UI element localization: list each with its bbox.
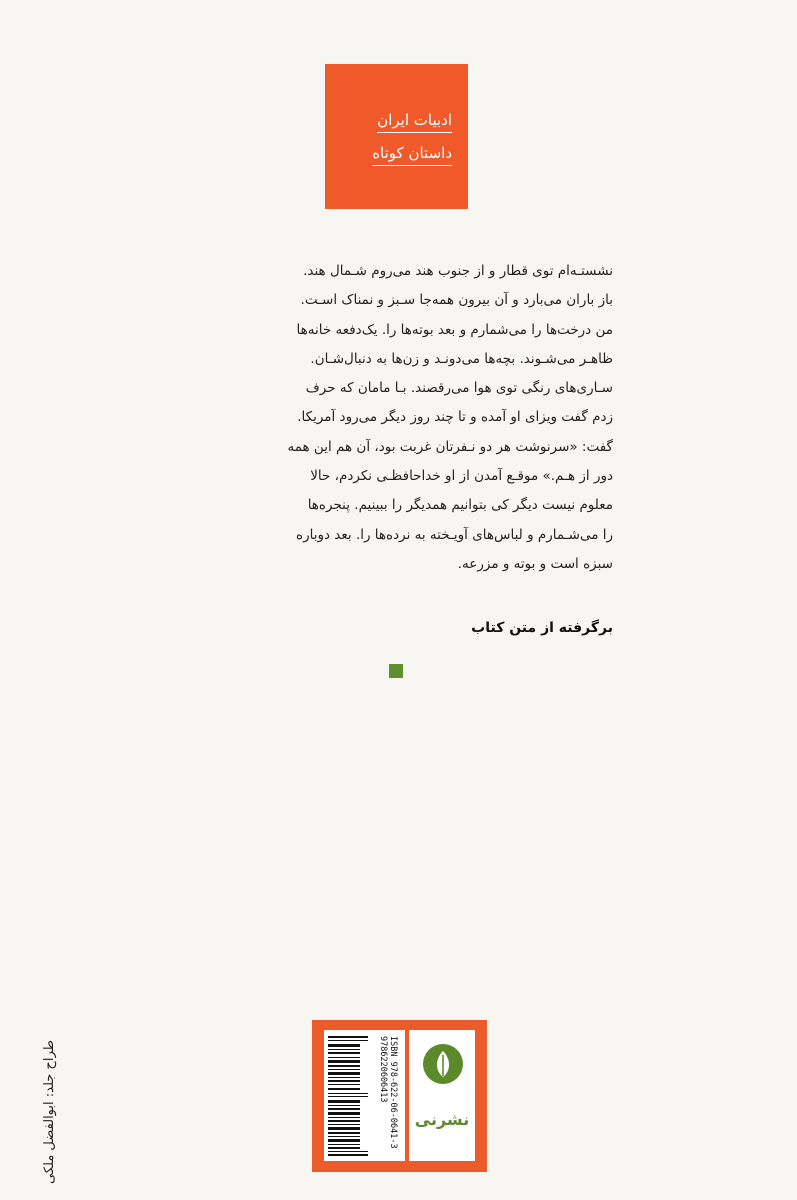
excerpt-line: ظاهـر می‌شـوند. بچه‌ها می‌دونـد و زن‌ها به دنبال‌شـان. — [310, 350, 613, 367]
series-title: ادبیات ایران — [377, 110, 452, 129]
leaf-icon — [423, 1044, 463, 1084]
excerpt-line: دور از هـم.» موقـع آمدن از او خداحافظـی نکردم، حالا — [310, 468, 613, 485]
barcode-area — [324, 1030, 405, 1161]
series-subtitle: داستان کوتاه — [372, 143, 452, 162]
barcode-icon — [328, 1034, 368, 1157]
isbn-label: ISBN 978-622-06-0641-3 — [388, 1036, 398, 1149]
excerpt-line: سبزه است و بوته و مزرعه. — [457, 555, 613, 572]
excerpt-line: گفت: «سرنوشت هر دو نـفرتان غربت بود، آن هم این همه — [287, 438, 613, 455]
decorative-square — [389, 664, 403, 678]
publisher-logo-area — [409, 1030, 475, 1161]
excerpt-line: معلوم نیست دیگر کی بتوانیم همدیگر را ببینیم. پنجره‌ها — [307, 497, 613, 514]
book-excerpt — [205, 257, 613, 579]
series-label-box — [325, 64, 468, 209]
excerpt-line: را می‌شـمارم و لباس‌های آویـخته به نرده‌ها را. بعد دوباره — [296, 526, 613, 543]
barcode-number: 9786220606413 — [378, 1036, 388, 1103]
excerpt-line: سـاری‌های رنگی توی هوا می‌رقصند. بـا مامان که حرف — [305, 380, 613, 397]
excerpt-line: باز باران می‌بارد و آن بیرون همه‌جا سـبز و نمناک اسـت. — [300, 292, 613, 309]
publisher-name: نشرنی — [414, 1110, 470, 1129]
excerpt-line: من درخت‌ها را می‌شمارم و بعد بوته‌ها را. یک‌دفعه خانه‌ها — [296, 321, 613, 338]
isbn-text — [370, 1036, 398, 1155]
barcode-panel — [312, 1020, 487, 1172]
excerpt-line: زدم گفت ویزای او آمده و تا چند روز دیگر می‌رود آمریکا. — [297, 409, 613, 426]
excerpt-source: برگرفته از متن کتاب — [471, 620, 613, 636]
cover-designer-credit: طراح جلد: ابوالفضل ملکی — [42, 1040, 57, 1184]
excerpt-line: نشستـه‌ام توی قطار و از جنوب هند می‌روم شـمال هند. — [303, 263, 613, 279]
